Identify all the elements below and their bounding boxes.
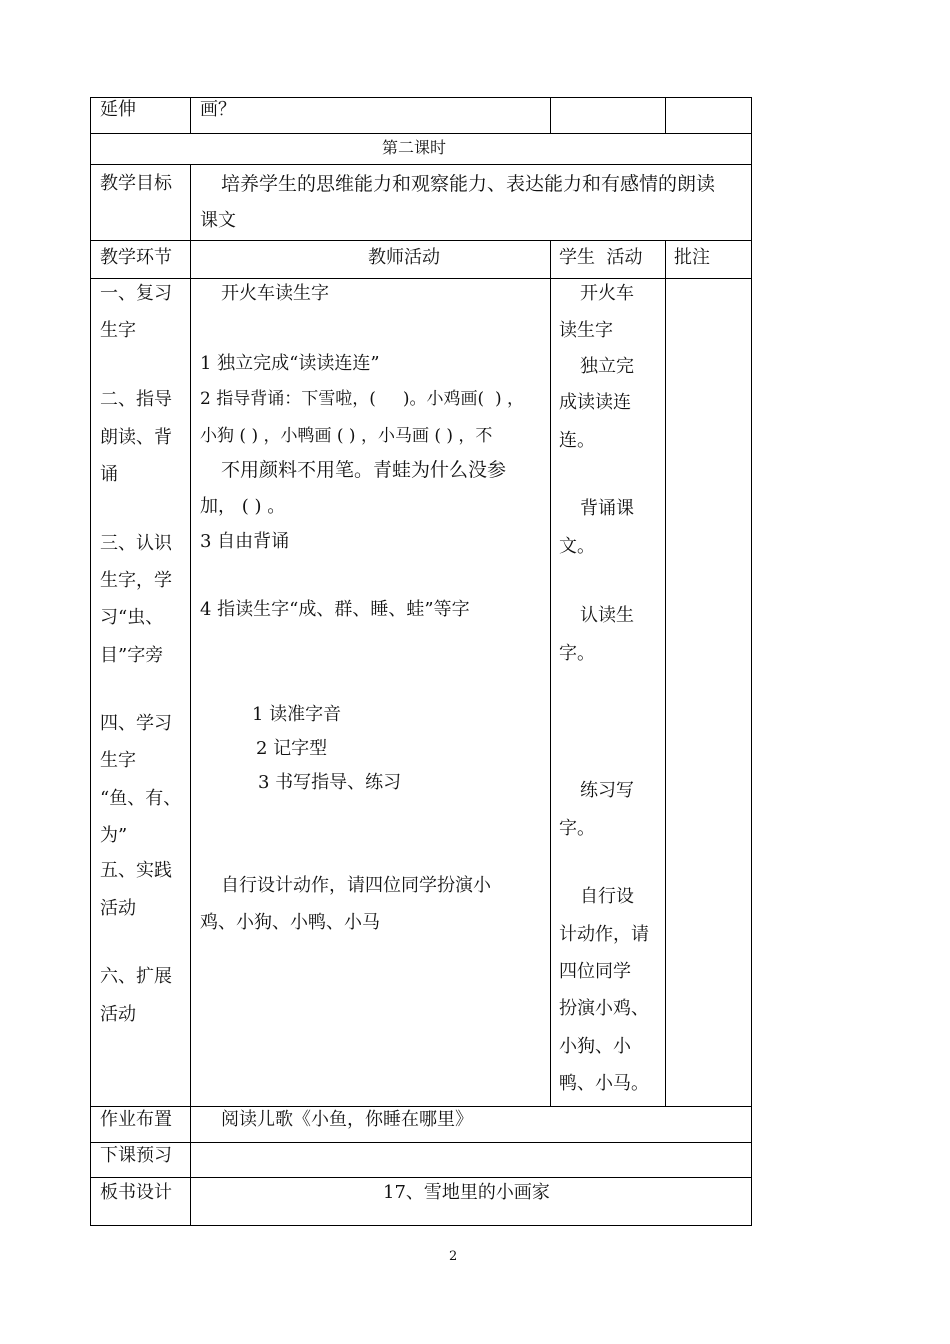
objective-line-1: 培养学生的思维能力和观察能力、表达能力和有感情的朗读 bbox=[221, 173, 716, 195]
objective-label: 教学目标 bbox=[100, 173, 172, 194]
stage-3-line: 三、认识 bbox=[100, 533, 172, 554]
teacher-line: 3 自由背诵 bbox=[200, 531, 290, 552]
header-teacher: 教师活动 bbox=[368, 247, 440, 268]
homework-label: 作业布置 bbox=[100, 1109, 172, 1130]
stage-1-line: 生字 bbox=[100, 320, 136, 341]
header-stage: 教学环节 bbox=[100, 247, 172, 268]
teacher-line: 3 书写指导、练习 bbox=[258, 772, 402, 793]
teacher-line: 自行设计动作，请四位同学扮演小 bbox=[221, 875, 491, 896]
student-line: 字。 bbox=[559, 643, 595, 664]
student-line: 自行设 bbox=[580, 886, 634, 907]
stage-4-line: 为” bbox=[100, 825, 128, 846]
teacher-line: 4 指读生字“成、群、睡、蛙”等字 bbox=[200, 599, 470, 620]
stage-5-line: 活动 bbox=[100, 898, 136, 919]
preview-label: 下课预习 bbox=[100, 1145, 172, 1166]
board-label: 板书设计 bbox=[100, 1182, 172, 1203]
board-content: 17、雪地里的小画家 bbox=[383, 1182, 550, 1203]
teacher-line: 小狗 ( ) ，小鸭画 ( ) ，小马画 ( ) ，不 bbox=[200, 426, 493, 446]
student-line: 成读读连 bbox=[559, 392, 631, 413]
table-line bbox=[550, 240, 551, 1107]
teacher-line: 2 记字型 bbox=[256, 738, 328, 759]
student-line: 练习写 bbox=[580, 780, 634, 801]
section-title: 第二课时 bbox=[382, 138, 447, 157]
student-line: 读生字 bbox=[559, 320, 613, 341]
table-line bbox=[190, 164, 191, 1226]
stage-1-line: 一、复习 bbox=[100, 283, 172, 304]
student-line: 四位同学 bbox=[559, 961, 631, 982]
top-row-label: 延伸 bbox=[100, 99, 136, 120]
student-line: 字。 bbox=[559, 818, 595, 839]
teacher-line: 鸡、小狗、小鸭、小马 bbox=[200, 912, 380, 933]
table-line bbox=[190, 97, 191, 134]
header-notes: 批注 bbox=[674, 247, 710, 268]
student-line: 计动作，请 bbox=[559, 924, 649, 945]
stage-4-line: 四、学习 bbox=[100, 713, 172, 734]
student-line: 小狗、小 bbox=[559, 1036, 631, 1057]
stage-4-line: 生字 bbox=[100, 750, 136, 771]
header-student: 学生 活动 bbox=[559, 247, 643, 268]
stage-2-line: 朗读、背 bbox=[100, 427, 172, 448]
stage-2-line: 诵 bbox=[100, 464, 118, 485]
stage-3-line: 目”字旁 bbox=[100, 645, 164, 666]
table-line bbox=[665, 240, 666, 1107]
teacher-line: 加， ( ) 。 bbox=[200, 496, 286, 517]
teacher-line: 开火车读生字 bbox=[221, 283, 329, 304]
teacher-line: 2 指导背诵：下雪啦，( )。小鸡画( ) ， bbox=[200, 389, 524, 409]
table-line bbox=[90, 97, 91, 1226]
page-number: 2 bbox=[449, 1249, 458, 1264]
objective-line-2: 课文 bbox=[200, 210, 236, 231]
teacher-line: 1 独立完成“读读连连” bbox=[200, 353, 380, 374]
stage-6-line: 活动 bbox=[100, 1004, 136, 1025]
homework-content: 阅读儿歌《小鱼，你睡在哪里》 bbox=[221, 1109, 473, 1130]
student-line: 文。 bbox=[559, 536, 595, 557]
student-line: 认读生 bbox=[580, 605, 634, 626]
stage-2-line: 二、指导 bbox=[100, 389, 172, 410]
teacher-line: 不用颜料不用笔。青蛙为什么没参 bbox=[221, 459, 507, 481]
student-line: 扮演小鸡、 bbox=[559, 998, 649, 1019]
stage-6-line: 六、扩展 bbox=[100, 966, 172, 987]
student-line: 独立完 bbox=[580, 356, 634, 377]
student-line: 连。 bbox=[559, 430, 595, 451]
teacher-line: 1 读准字音 bbox=[252, 704, 342, 725]
table-line bbox=[550, 97, 551, 134]
table-line bbox=[665, 97, 666, 134]
stage-4-line: “鱼、有、 bbox=[100, 788, 182, 809]
stage-5-line: 五、实践 bbox=[100, 860, 172, 881]
top-row-content: 画？ bbox=[200, 99, 236, 120]
stage-3-line: 习“虫、 bbox=[100, 607, 164, 628]
stage-3-line: 生字，学 bbox=[100, 570, 172, 591]
student-line: 背诵课 bbox=[580, 498, 634, 519]
student-line: 鸭、小马。 bbox=[559, 1073, 649, 1094]
table-line bbox=[751, 97, 752, 1226]
student-line: 开火车 bbox=[580, 283, 634, 304]
